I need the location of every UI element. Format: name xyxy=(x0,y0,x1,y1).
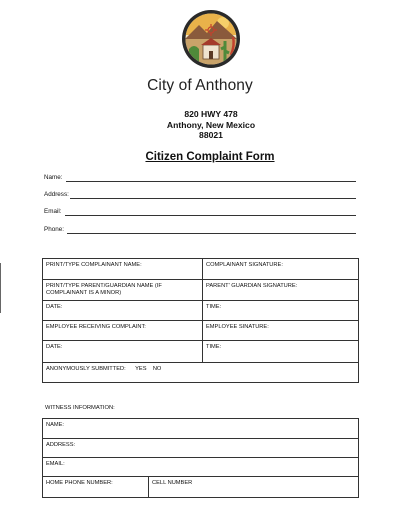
complaint-table xyxy=(42,258,359,383)
table-row xyxy=(43,439,359,458)
name-field[interactable] xyxy=(44,172,356,182)
address-line-1: 820 HWY 478 xyxy=(184,109,238,119)
witness-name-cell[interactable]: NAME: xyxy=(43,419,359,439)
city-address xyxy=(0,109,400,141)
employee-signature-cell[interactable]: EMPLOYEE SINATURE: xyxy=(203,321,359,341)
witness-table xyxy=(42,418,359,498)
print-name-cell[interactable]: PRINT/TYPE COMPLAINANT NAME: xyxy=(43,259,203,280)
address-label: Address: xyxy=(44,191,69,198)
time-cell-2[interactable]: TIME: xyxy=(203,341,359,363)
employee-receiving-cell[interactable]: EMPLOYEE RECEIVING COMPLAINT: xyxy=(43,321,203,341)
anonymous-submitted-cell[interactable]: ANONYMOUSLY SUBMITTED: YES NO xyxy=(43,363,359,383)
witness-email-cell[interactable]: EMAIL: xyxy=(43,458,359,477)
table-row xyxy=(43,458,359,477)
page-edge-mark xyxy=(0,263,1,313)
table-row xyxy=(43,363,359,383)
form-title-text: Citizen Complaint Form xyxy=(145,151,275,163)
address-line[interactable] xyxy=(70,198,356,199)
witness-heading: WITNESS INFORMATION: xyxy=(45,405,115,411)
table-row xyxy=(43,477,359,498)
email-field[interactable] xyxy=(44,206,356,216)
name-label: Name: xyxy=(44,174,63,181)
address-line-3: 88021 xyxy=(199,130,223,141)
table-row xyxy=(43,341,359,363)
table-row xyxy=(43,280,359,301)
email-line[interactable] xyxy=(65,215,356,216)
table-row xyxy=(43,419,359,439)
name-line[interactable] xyxy=(66,181,356,182)
complainant-signature-cell[interactable]: COMPLAINANT SIGNATURE: xyxy=(203,259,359,280)
time-cell-1[interactable]: TIME: xyxy=(203,301,359,321)
address-line-2: Anthony, New Mexico xyxy=(166,119,256,130)
guardian-signature-cell[interactable]: PARENT' GUARDIAN SIGNATURE: xyxy=(203,280,359,301)
table-row xyxy=(43,321,359,341)
print-guardian-cell[interactable]: PRINT/TYPE PARENT/GUARDIAN NAME (IF COMPLAINANT IS A MINOR) xyxy=(43,280,203,301)
city-name: City of Anthony xyxy=(147,77,253,94)
witness-cell-number-cell[interactable]: CELL NUMBER xyxy=(149,477,359,498)
form-title xyxy=(0,151,400,163)
date-cell-1[interactable]: DATE: xyxy=(43,301,203,321)
witness-address-cell[interactable]: ADDRESS: xyxy=(43,439,359,458)
address-field[interactable] xyxy=(44,189,356,199)
phone-label: Phone: xyxy=(44,226,64,233)
phone-line[interactable] xyxy=(67,233,356,234)
table-row xyxy=(43,259,359,280)
witness-home-phone-cell[interactable]: HOME PHONE NUMBER: xyxy=(43,477,149,498)
table-row xyxy=(43,301,359,321)
date-cell-2[interactable]: DATE: xyxy=(43,341,203,363)
email-label: Email: xyxy=(44,208,62,215)
city-seal-logo xyxy=(181,9,241,69)
phone-field[interactable] xyxy=(44,224,356,234)
